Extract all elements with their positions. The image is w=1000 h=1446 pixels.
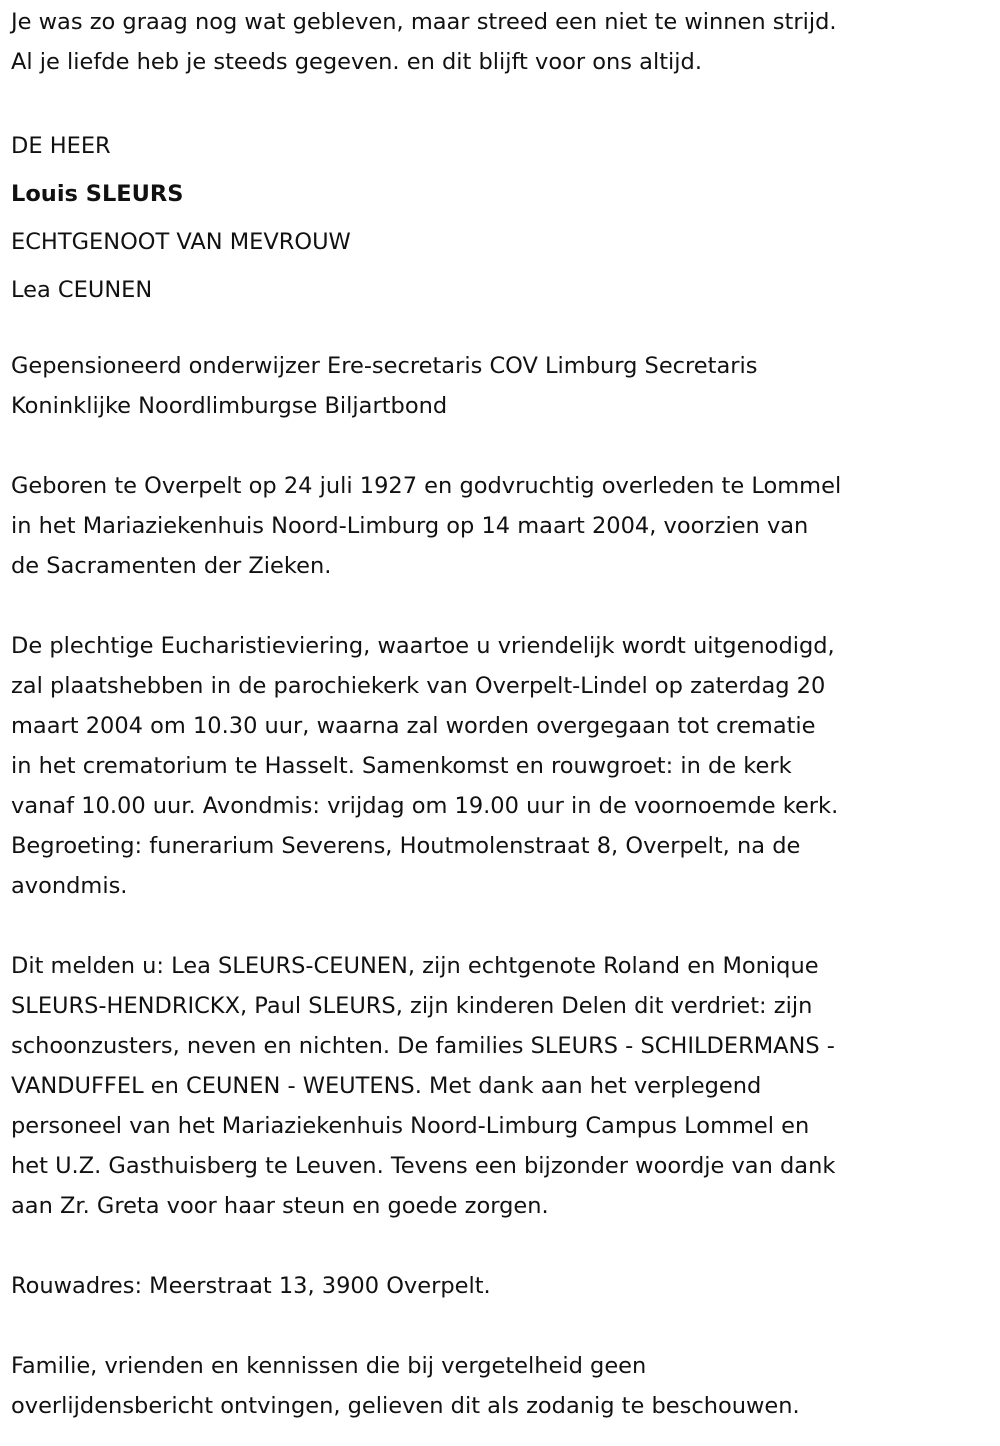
ceremony-line: in het crematorium te Hasselt. Samenkomst en rouwgroet: in de kerk [11, 753, 792, 779]
family-line: schoonzusters, neven en nichten. De families SLEURS - SCHILDERMANS - [11, 1033, 835, 1059]
ceremony-line: avondmis. [11, 873, 128, 899]
family-line: VANDUFFEL en CEUNEN - WEUTENS. Met dank aan het verplegend [11, 1073, 762, 1099]
birth-death-line: de Sacramenten der Zieken. [11, 553, 332, 579]
spacer [11, 314, 1000, 346]
function-line: Koninklijke Noordlimburgse Biljartbond [11, 393, 448, 419]
spacer [11, 1306, 1000, 1346]
family-line: personeel van het Mariaziekenhuis Noord-Limburg Campus Lommel en [11, 1113, 810, 1139]
ceremony-line: De plechtige Eucharistieviering, waartoe u vriendelijk wordt uitgenodigd, [11, 633, 835, 659]
poem-line: Al je liefde heb je steeds gegeven. en dit blijft voor ons altijd. [11, 49, 702, 75]
closing-line: overlijdensbericht ontvingen, gelieven dit als zodanig te beschouwen. [11, 1393, 800, 1419]
birth-death-line: Geboren te Overpelt op 24 juli 1927 en godvruchtig overleden te Lommel [11, 473, 842, 499]
ceremony-line: maart 2004 om 10.30 uur, waarna zal worden overgegaan tot crematie [11, 713, 816, 739]
relation-label: ECHTGENOOT VAN MEVROUW [11, 229, 351, 255]
spacer [11, 1226, 1000, 1266]
mourning-address: Rouwadres: Meerstraat 13, 3900 Overpelt. [11, 1273, 491, 1299]
spacer [11, 906, 1000, 946]
ceremony-line: vanaf 10.00 uur. Avondmis: vrijdag om 19.00 uur in de voornoemde kerk. [11, 793, 839, 819]
header-block [11, 122, 1000, 314]
ceremony-block [11, 626, 1000, 906]
family-line: Dit melden u: Lea SLEURS-CEUNEN, zijn echtgenote Roland en Monique [11, 953, 819, 979]
poem-block [11, 2, 1000, 82]
ceremony-line: zal plaatshebben in de parochiekerk van Overpelt-Lindel op zaterdag 20 [11, 673, 826, 699]
spacer [11, 82, 1000, 122]
spacer [11, 586, 1000, 626]
birth-death-line: in het Mariaziekenhuis Noord-Limburg op 14 maart 2004, voorzien van [11, 513, 809, 539]
function-line: Gepensioneerd onderwijzer Ere-secretaris COV Limburg Secretaris [11, 353, 758, 379]
title-prefix: DE HEER [11, 133, 111, 159]
family-line: aan Zr. Greta voor haar steun en goede zorgen. [11, 1193, 549, 1219]
birth-death-block [11, 466, 1000, 586]
ceremony-line: Begroeting: funerarium Severens, Houtmolenstraat 8, Overpelt, na de [11, 833, 801, 859]
family-line: het U.Z. Gasthuisberg te Leuven. Tevens een bijzonder woordje van dank [11, 1153, 836, 1179]
deceased-name: Louis SLEURS [11, 181, 184, 207]
closing-block [11, 1346, 1000, 1426]
family-block [11, 946, 1000, 1226]
family-line: SLEURS-HENDRICKX, Paul SLEURS, zijn kinderen Delen dit verdriet: zijn [11, 993, 813, 1019]
poem-line: Je was zo graag nog wat gebleven, maar streed een niet te winnen strijd. [11, 9, 837, 35]
spacer [11, 426, 1000, 466]
function-block [11, 346, 1000, 426]
spouse-name: Lea CEUNEN [11, 277, 153, 303]
closing-line: Familie, vrienden en kennissen die bij vergetelheid geen [11, 1353, 647, 1379]
